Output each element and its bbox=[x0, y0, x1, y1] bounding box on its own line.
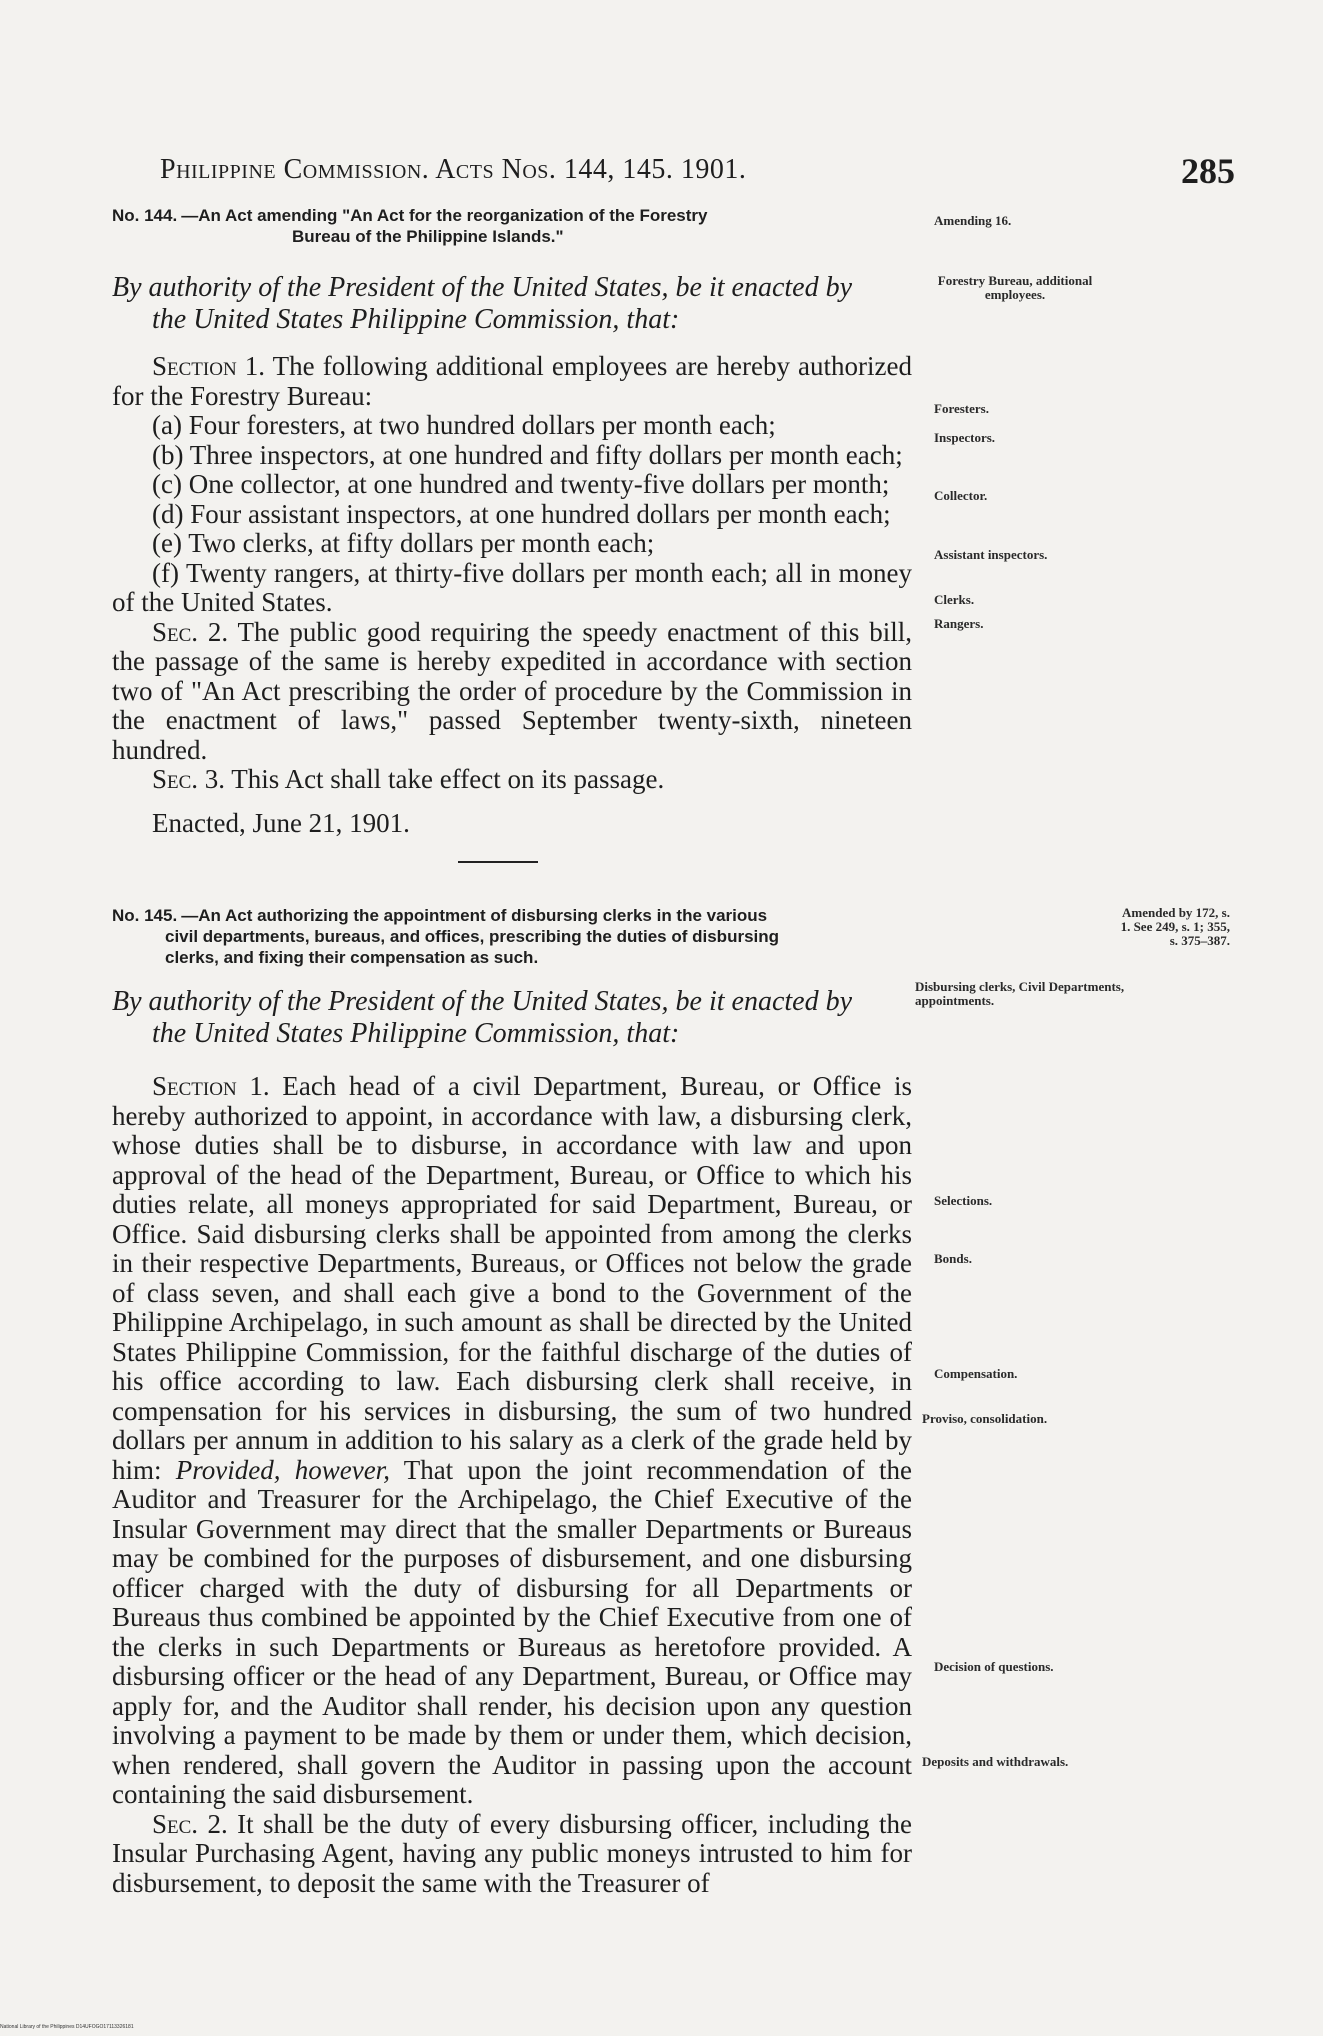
act-145-sec2-text: 2. It shall be the duty of every disbursing officer, including the Insular Purchasing Agent, having any public moneys intrusted to him for disbursement, to deposit the same with the Treasurer of bbox=[112, 1808, 912, 1898]
act-145-section-1 bbox=[112, 1072, 912, 1810]
act-145 bbox=[112, 905, 912, 1898]
scan-credit: National Library of the Philippines D14UFOGO17113326181 bbox=[0, 2024, 134, 2030]
act-145-sec2-lead: Sec. bbox=[152, 1808, 199, 1839]
act-144-sec2-lead: Sec. bbox=[152, 616, 199, 647]
margin-note-proviso: Proviso, consolidation. bbox=[922, 1411, 1048, 1426]
act-144 bbox=[112, 205, 912, 838]
running-header bbox=[160, 150, 1235, 190]
margin-note-disbursing-clerks: Disbursing clerks, Civil Departments, appointments. bbox=[915, 979, 1125, 1008]
margin-note-bonds: Bonds. bbox=[934, 1251, 972, 1266]
header-title: Philippine Commission. Acts Nos. 144, 145. 1901. bbox=[160, 154, 747, 185]
margin-note-amended: Amended by 172, s. 1. See 249, s. 1; 355, s. 375–387. bbox=[1120, 905, 1230, 948]
page-number: 285 bbox=[1181, 151, 1235, 191]
act-144-sec3-lead: Sec. bbox=[152, 764, 199, 794]
act-144-item-d: (d) Four assistant inspectors, at one hundred dollars per month each; bbox=[152, 498, 891, 529]
margin-note-clerks: Clerks. bbox=[934, 592, 975, 607]
act-144-title-line1: —An Act amending "An Act for the reorganization of the Forestry bbox=[181, 206, 708, 225]
act-144-enacted-date: Enacted, June 21, 1901. bbox=[152, 807, 410, 838]
act-144-enacting-clause bbox=[112, 272, 912, 336]
margin-note-deposits: Deposits and withdrawals. bbox=[922, 1754, 1069, 1769]
act-144-item-b: (b) Three inspectors, at one hundred and fifty dollars per month each; bbox=[152, 439, 903, 470]
act-144-section-2 bbox=[112, 618, 912, 766]
margin-note-collector: Collector. bbox=[934, 488, 988, 503]
act-145-title-line1: —An Act authorizing the appointment of disbursing clerks in the various bbox=[181, 906, 768, 925]
act-144-section-3 bbox=[112, 765, 912, 795]
margin-note-forestry-bureau: Forestry Bureau, additional employees. bbox=[937, 273, 1093, 302]
act-144-section1-lead: Section bbox=[152, 351, 237, 381]
act-144-enact-line2: the United States Philippine Commission, that: bbox=[152, 304, 680, 335]
act-144-enact-line1: By authority of the President of the United States, be it enacted by bbox=[112, 272, 853, 303]
margin-note-rangers: Rangers. bbox=[934, 616, 984, 631]
act-144-number: No. 144. bbox=[112, 206, 178, 225]
margin-note-foresters: Foresters. bbox=[934, 401, 989, 416]
act-145-title-line2: civil departments, bureaus, and offices, prescribing the duties of disbursing bbox=[165, 927, 780, 946]
margin-note-inspectors: Inspectors. bbox=[934, 430, 996, 445]
act-144-title-line2: Bureau of the Philippine Islands." bbox=[292, 227, 564, 246]
act-144-item-a: (a) Four foresters, at two hundred dollars per month each; bbox=[152, 410, 776, 440]
act-145-title-line3: clerks, and fixing their compensation as such. bbox=[165, 948, 539, 967]
act-145-enact-line1: By authority of the President of the United States, be it enacted by bbox=[112, 986, 853, 1017]
act-145-proviso: Provided, however, bbox=[175, 1454, 390, 1485]
margin-note-amending: Amending 16. bbox=[934, 213, 1012, 228]
act-144-sec3-text: 3. This Act shall take effect on its passage. bbox=[198, 764, 665, 794]
act-145-section-2 bbox=[112, 1810, 912, 1899]
act-144-section-1 bbox=[112, 352, 912, 411]
act-144-item-c: (c) One collector, at one hundred and twenty-five dollars per month; bbox=[152, 469, 890, 499]
act-145-enact-line2: the United States Philippine Commission, that: bbox=[152, 1018, 680, 1049]
act-145-enacting-clause bbox=[112, 986, 912, 1050]
act-145-title bbox=[112, 905, 912, 968]
act-145-section1-cont: That upon the joint recommendation of the Auditor and Treasurer for the Archipelago, the Chief Executive of the Insular Government may direct that the smaller Departments or Bureaus may be combined for the purposes of disbursement, and one disbursing officer charged with the duty of disbursing for all Departments or Bureaus thus combined be appointed by the Chief Executive from one of the clerks in such Departments or Bureaus as heretofore provided. A disbursing officer or the head of any Department, Bureau, or Office may apply for, and the Auditor shall render, his decision upon any question involving a payment to be made by them or under them, which decision, when rendered, shall govern the Auditor in passing upon the account containing the said disbursement. bbox=[112, 1454, 913, 1809]
margin-note-decision: Decision of questions. bbox=[934, 1659, 1054, 1674]
act-144-item-f: (f) Twenty rangers, at thirty-five dollars per month each; all in money of the United States. bbox=[112, 557, 912, 617]
act-145-number: No. 145. bbox=[112, 906, 178, 925]
act-144-title bbox=[112, 205, 912, 247]
act-145-section1-text: 1. Each head of a civil Department, Bureau, or Office is hereby authorized to appoint, in accordance with law, a disbursing clerk, whose duties shall be to disburse, in accordance with law and upon approval of the head of the Department, Bureau, or Office to which his duties relate, all moneys appropriated for said Department, Bureau, or Office. Said disbursing clerks shall be appointed from among the clerks in their respective Departments, Bureaus, or Offices not below the grade of class seven, and shall each give a bond to the Government of the Philippine Archipelago, in such amount as shall be directed by the United States Philippine Commission, for the faithful discharge of the duties of his office according to law. Each disbursing clerk shall receive, in compensation for his services in disbursing, the sum of two hundred dollars per annum in addition to his salary as a clerk of the grade held by him: bbox=[112, 1071, 912, 1485]
act-144-section1-text: 1. The following additional employees are hereby authorized for the Forestry Bureau: bbox=[112, 351, 912, 411]
margin-note-selections: Selections. bbox=[934, 1193, 993, 1208]
margin-note-assistant-inspectors: Assistant inspectors. bbox=[934, 547, 1048, 562]
act-145-section1-lead: Section bbox=[152, 1071, 237, 1101]
act-144-item-e: (e) Two clerks, at fifty dollars per month each; bbox=[152, 528, 655, 558]
section-divider bbox=[458, 861, 538, 863]
margin-note-compensation: Compensation. bbox=[934, 1366, 1018, 1381]
act-144-sec2-text: 2. The public good requiring the speedy enactment of this bill, the passage of the same is hereby expedited in accordance with section two of "An Act prescribing the order of procedure by the Commission in the enactment of laws," passed September twenty-sixth, nineteen hundred. bbox=[112, 616, 912, 765]
